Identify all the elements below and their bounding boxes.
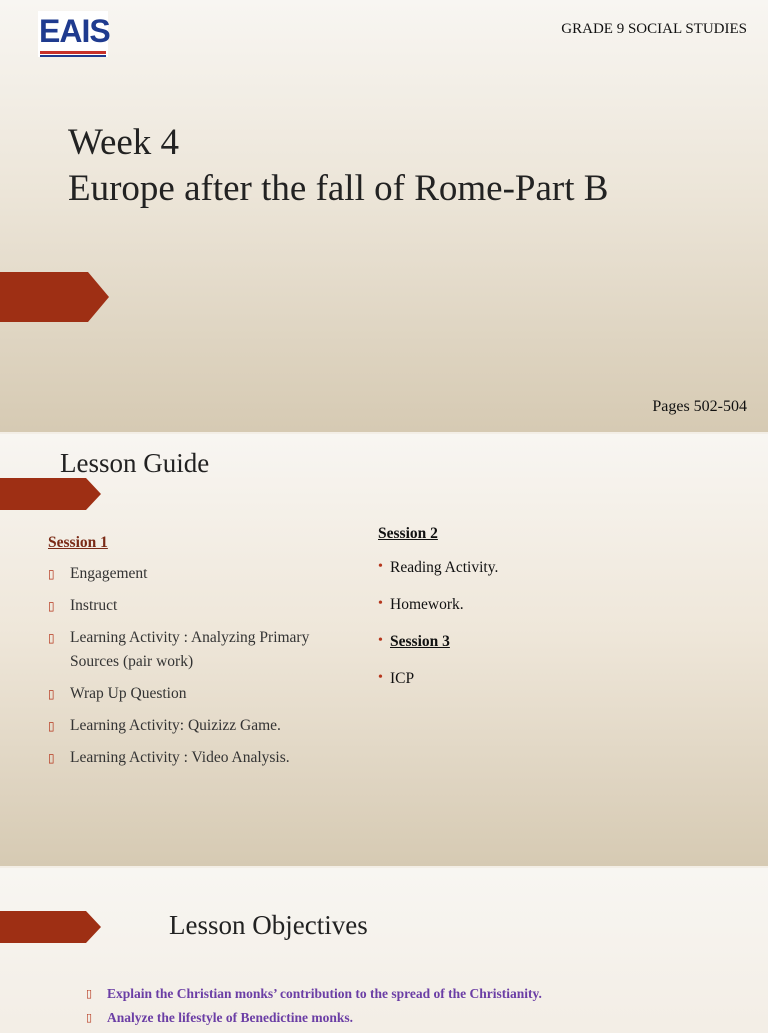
list-item: ▯ Wrap Up Question bbox=[48, 682, 348, 706]
slide-title bbox=[68, 120, 608, 212]
list-item: ▯ Learning Activity : Video Analysis. bbox=[48, 746, 348, 770]
list-item: ▯ Learning Activity: Quizizz Game. bbox=[48, 714, 348, 738]
session-1-column bbox=[48, 534, 348, 778]
logo-text: EAIS bbox=[39, 13, 110, 49]
session-2-list bbox=[378, 557, 678, 690]
list-item: ▯ Engagement bbox=[48, 562, 348, 586]
slide-title: Lesson Guide bbox=[60, 448, 210, 478]
list-item: ▯ Explain the Christian monks’ contribution to the spread of the Christianity. bbox=[86, 985, 542, 1003]
slide-title: Lesson Objectives bbox=[169, 910, 368, 940]
page-range: Pages 502-504 bbox=[652, 398, 747, 415]
title-line-2: Europe after the fall of Rome-Part B bbox=[68, 168, 609, 209]
school-logo bbox=[38, 11, 108, 57]
accent-arrow bbox=[0, 911, 102, 943]
list-item: • Homework. bbox=[378, 594, 678, 616]
session-1-label: Session 1 bbox=[48, 534, 108, 551]
list-item: • ICP bbox=[378, 668, 678, 690]
list-item: ▯ Learning Activity : Analyzing Primary Sources (pair work) bbox=[48, 626, 348, 674]
session-2-label: Session 2 bbox=[378, 525, 438, 542]
session-2-column bbox=[378, 525, 678, 705]
title-line-1: Week 4 bbox=[68, 122, 180, 163]
session-3-label: • Session 3 bbox=[378, 631, 678, 653]
objectives-list bbox=[86, 985, 542, 1033]
session-1-list bbox=[48, 562, 348, 770]
list-item: ▯ Analyze the lifestyle of Benedictine monks. bbox=[86, 1009, 542, 1027]
title-slide bbox=[0, 0, 768, 432]
accent-arrow bbox=[0, 272, 110, 322]
course-label: GRADE 9 SOCIAL STUDIES bbox=[561, 21, 747, 37]
list-item: • Reading Activity. bbox=[378, 557, 678, 579]
list-item: ▯ Instruct bbox=[48, 594, 348, 618]
lesson-guide-slide bbox=[0, 434, 768, 866]
accent-arrow bbox=[0, 478, 102, 510]
